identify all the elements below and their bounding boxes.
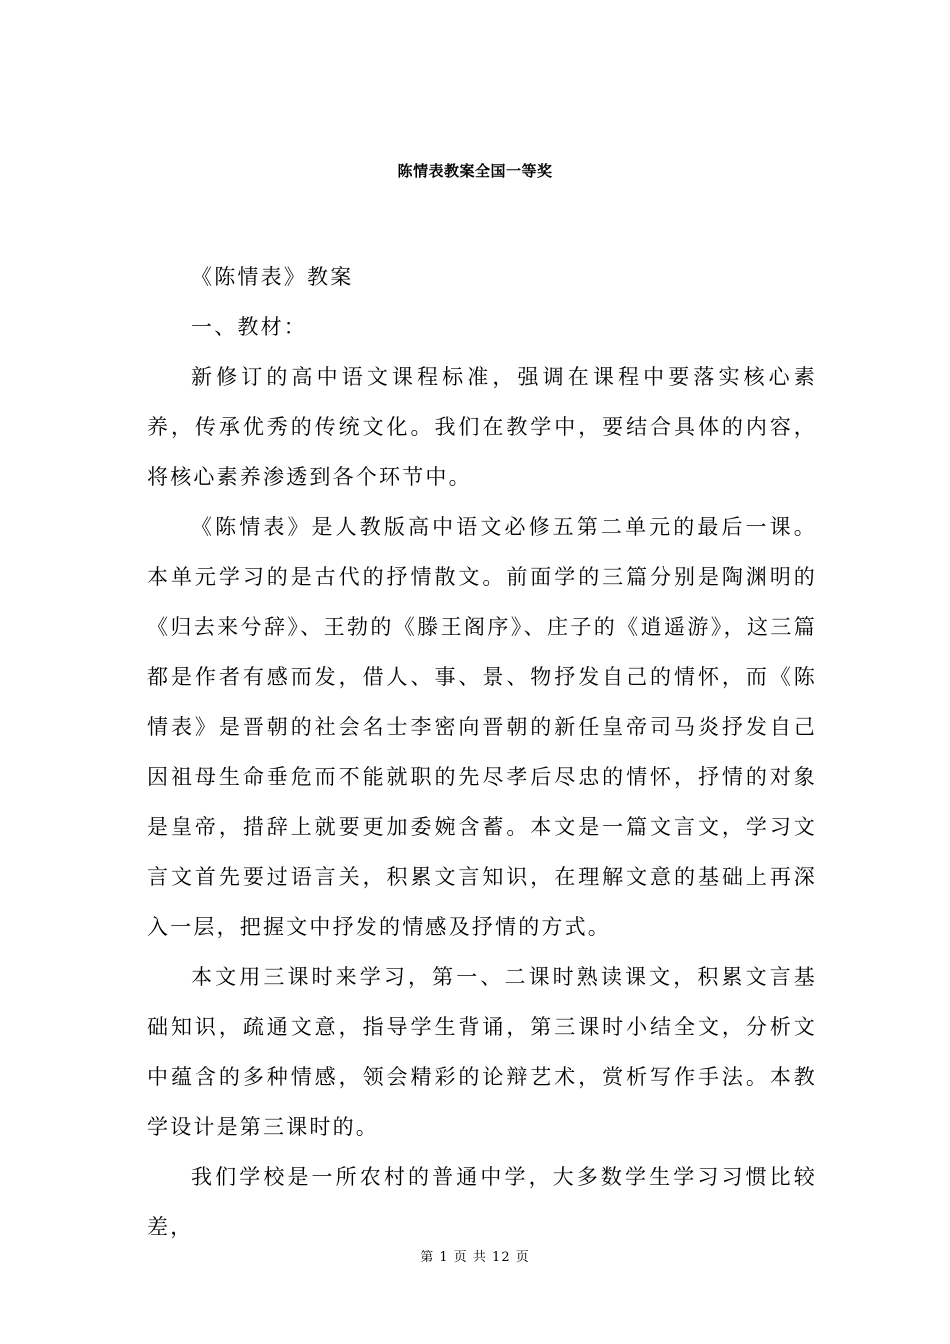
paragraph: 新修订的高中语文课程标准，强调在课程中要落实核心素养，传承优秀的传统文化。我们在教学中，要结合具体的内容，将核心素养渗透到各个环节中。 xyxy=(147,365,817,489)
document-title: 陈情表教案全国一等奖 xyxy=(397,162,553,180)
document-body xyxy=(147,252,817,1252)
paragraph: 我们学校是一所农村的普通中学，大多数学生学习习惯比较差， xyxy=(147,1165,817,1239)
page-number-footer: 第 1 页 共 12 页 xyxy=(420,1250,530,1265)
paragraph: 本文用三课时来学习，第一、二课时熟读课文，积累文言基础知识，疏通文意，指导学生背诵，第三课时小结全文，分析文中蕴含的多种情感，领会精彩的论辩艺术，赏析写作手法。本教学设计是第三课时的。 xyxy=(147,965,817,1139)
lesson-heading: 《陈情表》教案 xyxy=(191,265,354,289)
paragraph: 《陈情表》是人教版高中语文必修五第二单元的最后一课。本单元学习的是古代的抒情散文。前面学的三篇分别是陶渊明的《归去来兮辞》、王勃的《滕王阁序》、庄子的《逍遥游》，这三篇都是作者有感而发，借人、事、景、物抒发自己的情怀，而《陈情表》是晋朝的社会名士李密向晋朝的新任皇帝司马炎抒发自己因祖母生命垂危而不能就职的先尽孝后尽忠的情怀，抒情的对象是皇帝，措辞上就要更加委婉含蓄。本文是一篇文言文，学习文言文首先要过语言关，积累文言知识，在理解文意的基础上再深入一层，把握文中抒发的情感及抒情的方式。 xyxy=(147,515,817,939)
section-heading-textbook: 一、教材： xyxy=(191,315,307,339)
